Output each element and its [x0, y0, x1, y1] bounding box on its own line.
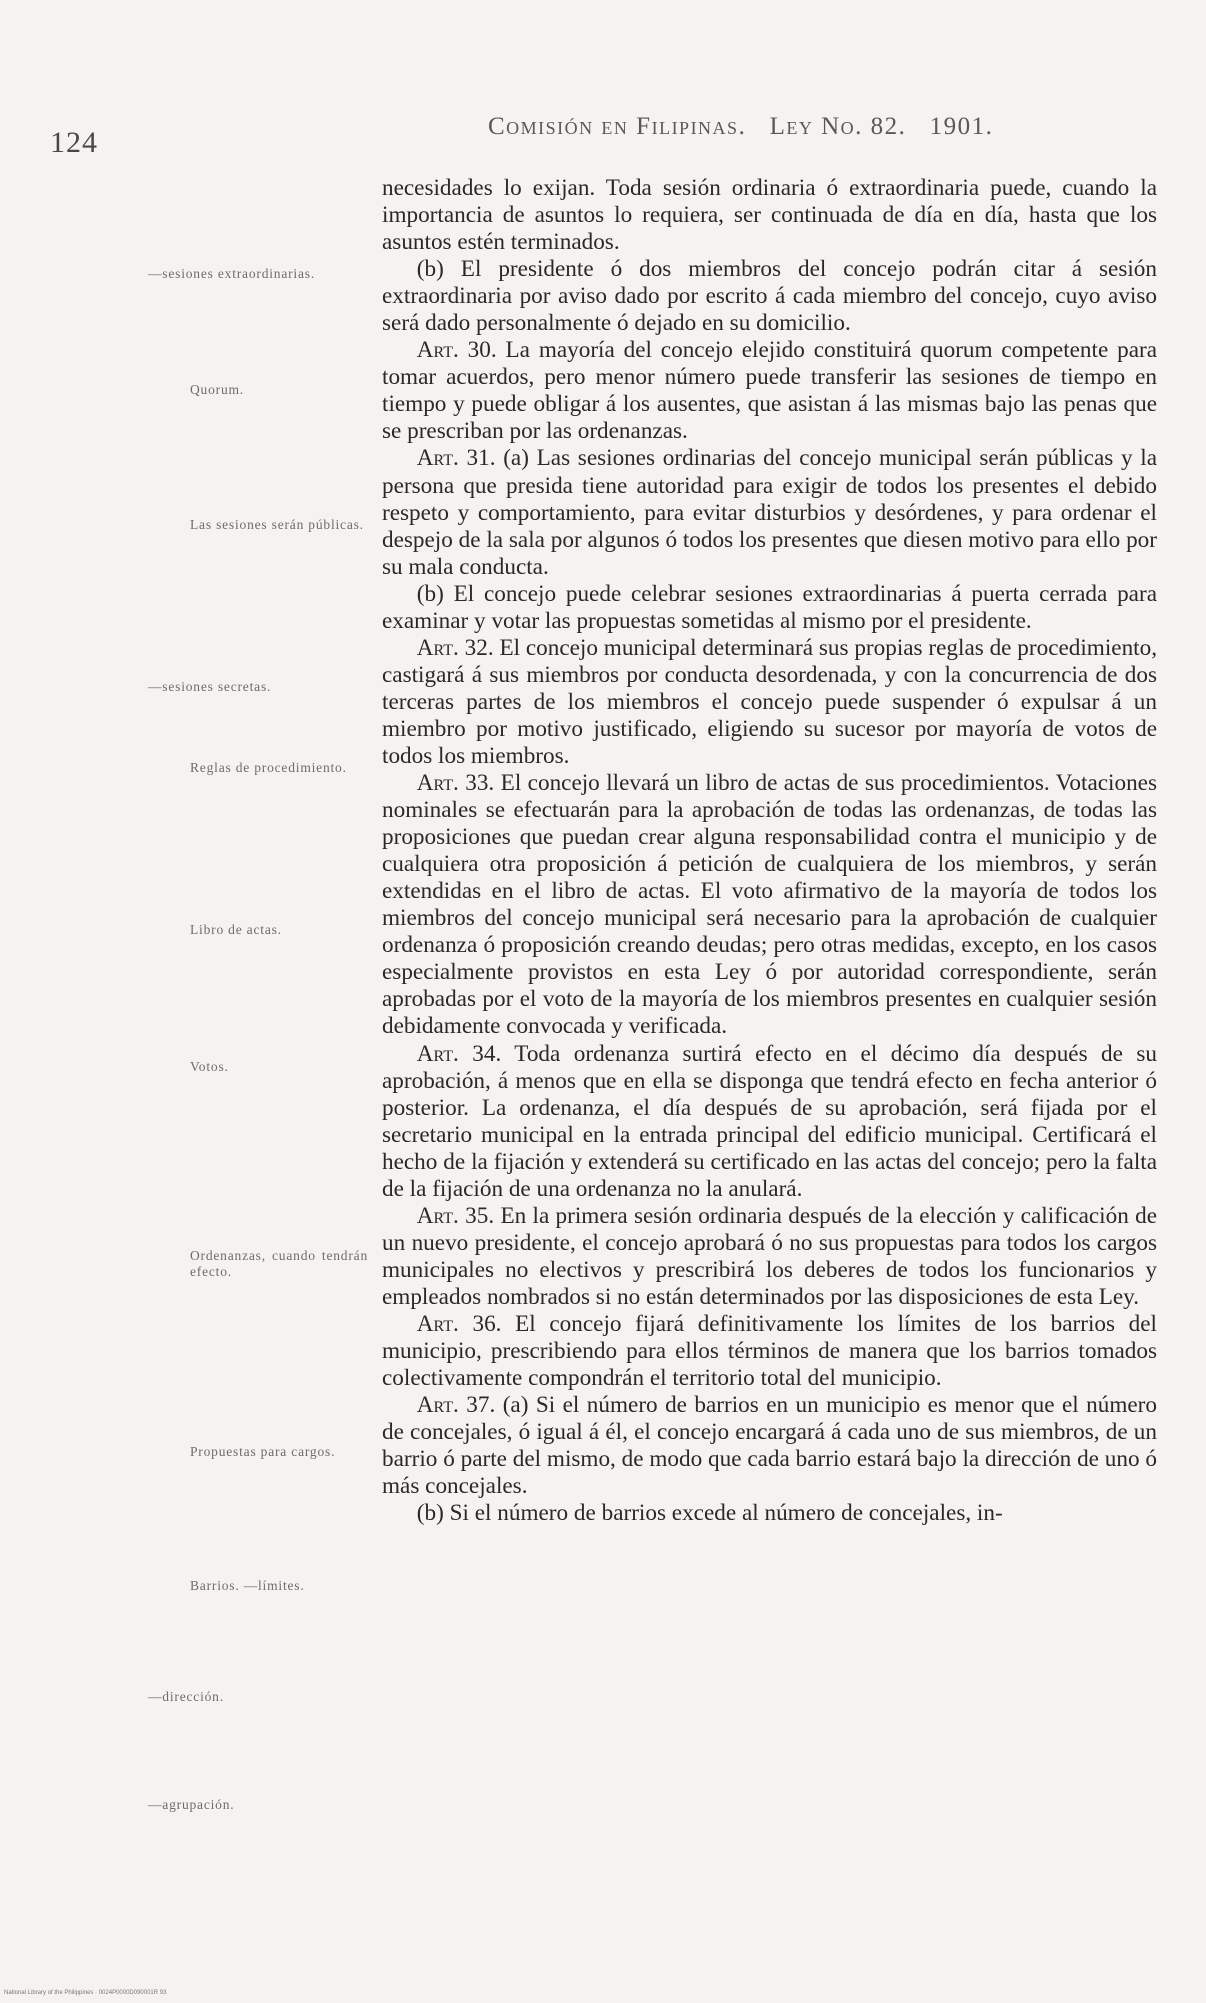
scan-footer: National Library of the Philippines · 0024P0000D090001R 93 [4, 1990, 167, 1996]
margin-note: Votos. [190, 1059, 229, 1074]
paragraph: (b) El presidente ó dos miembros del concejo podrán citar á sesión extraordinaria por aviso dado por escrito á cada miembro del concejo, cuyo aviso será dado personalmente ó dejado en su domicilio. [382, 256, 1157, 337]
paragraph: Art. 34. Toda ordenanza surtirá efecto en el décimo día después de su aprobación, á menos que en ella se disponga que tendrá efecto en fecha anterior ó posterior. La ordenanza, el día después de su aprobación, será fijada por el secretario municipal en la entrada principal del edificio municipal. Certificará el hecho de la fijación y extenderá su certificado en las actas del concejo; pero la falta de la fijación de una ordenanza no la anulará. [382, 1040, 1157, 1202]
paragraph: Art. 32. El concejo municipal determinará sus propias reglas de procedimiento, castigará á sus miembros por conducta desordenada, y con la concurrencia de dos terceras partes de los miembros el concejo puede suspender ó expulsar á un miembro por motivo justificado, eligiendo su sucesor por mayoría de votos de todos los miembros. [382, 634, 1158, 769]
paragraph: Art. 36. El concejo fijará definitivamente los límites de los barrios del municipio, prescribiendo para ellos términos de manera que los barrios tomados colectivamente compondrán el territorio total del municipio. [382, 1310, 1157, 1392]
paragraph: (b) Si el número de barrios excede al número de concejales, in- [416, 1500, 1003, 1527]
margin-note: Ordenanzas, cuando tendrán efecto. [190, 1248, 368, 1279]
margin-note: —sesiones extraordinarias. [148, 266, 316, 281]
running-head-year: 1901. [929, 113, 994, 140]
margin-note: Barrios. —límites. [190, 1578, 305, 1593]
paragraph: Art. 30. La mayoría del concejo elejido constituirá quorum competente para tomar acuerdos, pero menor número puede transferir las sesiones de tiempo en tiempo y puede obligar á los ausentes, que asistan á las mismas bajo las penas que se prescriban por las ordenanzas. [382, 337, 1158, 445]
margin-note: —dirección. [148, 1689, 224, 1704]
paragraph: Art. 35. En la primera sesión ordinaria después de la elección y calificación de un nuevo presidente, el concejo aprobará ó no sus propuestas para todos los cargos municipales no electivos y prescribirá los deberes de todos los funcionarios y empleados nombrados si no están determinados por las disposiciones de esta Ley. [382, 1202, 1157, 1310]
page-number: 124 [50, 126, 98, 159]
paragraph: Art. 37. (a) Si el número de barrios en un municipio es menor que el número de concejales, ó igual á él, el concejo encargará á cada uno de sus miembros, de un barrio ó parte del mismo, de modo que cada barrio estará bajo la dirección de uno ó más concejales. [382, 1392, 1157, 1500]
running-head-law: Ley No. 82. [769, 113, 907, 140]
margin-note: —sesiones secretas. [148, 679, 272, 694]
margin-note: Libro de actas. [190, 922, 282, 937]
paragraph: Art. 31. (a) Las sesiones ordinarias del concejo municipal serán públicas y la persona que presida tiene autoridad para exigir de todos los presentes el debido respeto y comportamiento, para evitar disturbios y desórdenes, y para ordenar el despejo de la sala por algunos ó todos los presentes que diesen motivo para ello por su mala conducta. [382, 445, 1157, 580]
margin-note: Quorum. [190, 382, 244, 397]
running-head-commission: Comisión en Filipinas. [488, 113, 747, 140]
margin-note: —agrupación. [148, 1797, 235, 1812]
paragraph: necesidades lo exijan. Toda sesión ordinaria ó extraordinaria puede, cuando la importancia de asuntos lo requiera, ser continuada de día en día, hasta que los asuntos estén terminados. [382, 175, 1157, 256]
margin-note: Propuestas para cargos. [190, 1444, 336, 1459]
running-head [488, 113, 993, 141]
margin-note: Reglas de procedimiento. [190, 760, 347, 775]
margin-note: Las sesiones serán públicas. [190, 517, 364, 532]
paragraph: (b) El concejo puede celebrar sesiones extraordinarias á puerta cerrada para examinar y votar las propuestas sometidas al mismo por el presidente. [382, 580, 1157, 634]
paragraph: Art. 33. El concejo llevará un libro de actas de sus procedimientos. Votaciones nominales se efectuarán para la aprobación de todas las ordenanzas, de todas las proposiciones que puedan crear alguna responsabilidad contra el municipio y de cualquiera otra proposición á petición de cualquiera de los miembros, y serán extendidas en el libro de actas. El voto afirmativo de la mayoría de todos los miembros del concejo municipal será necesario para la aprobación de cualquier ordenanza ó proposición creando deudas; pero otras medidas, excepto, en los casos especialmente provistos en esta Ley ó por autoridad correspondiente, serán aprobadas por el voto de la mayoría de los miembros presentes en cualquier sesión debidamente convocada y verificada. [382, 770, 1157, 1040]
body-text [382, 175, 1157, 1527]
